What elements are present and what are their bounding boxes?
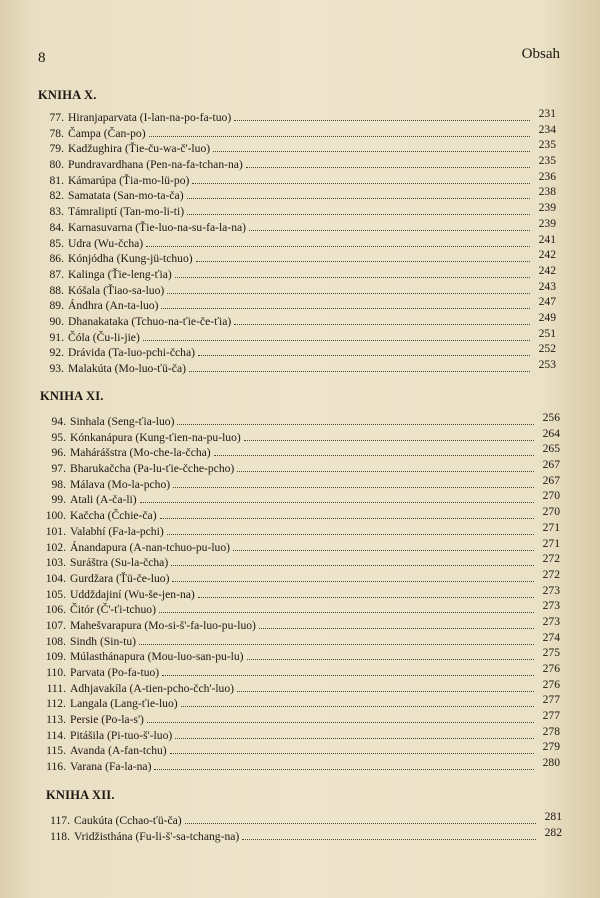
toc-entry: [40, 693, 560, 712]
toc-entry-page: 270: [542, 489, 560, 503]
toc-entry-number: 92.: [49, 346, 64, 360]
toc-entry-number: 111.: [46, 681, 66, 695]
toc-entry-title: Uddždajiní (Wu-še-jen-na): [70, 587, 195, 601]
toc-entry-page: 275: [542, 646, 560, 660]
dot-leader: [175, 267, 530, 278]
dot-leader: [154, 759, 534, 770]
toc-entry-number: 116.: [46, 760, 66, 774]
dot-leader: [244, 430, 534, 441]
dot-leader: [196, 251, 530, 262]
toc-entry: [40, 473, 560, 493]
toc-entry: [38, 201, 556, 220]
toc-entry-page: 239: [538, 201, 556, 215]
toc-entry-number: 105.: [45, 587, 66, 601]
toc-entry: [38, 310, 556, 330]
toc-entry: [40, 630, 560, 650]
dot-leader: [175, 728, 534, 739]
toc-entry-title: Gurdžara (Ťü-če-luo): [70, 571, 170, 585]
toc-entry-title: Čitór (Č'-ťi-tchuo): [70, 603, 156, 617]
toc-entry-title: Suráštra (Su-la-čcha): [70, 556, 169, 570]
dot-leader: [161, 298, 530, 309]
toc-entry: [38, 358, 556, 377]
running-head: Obsah: [521, 46, 560, 62]
dot-leader: [181, 696, 534, 707]
toc-entry-page: 253: [538, 358, 556, 371]
toc-entry: [38, 326, 556, 346]
toc-entry: [40, 740, 560, 759]
toc-entry: [38, 342, 556, 361]
dot-leader: [198, 587, 534, 598]
toc-entry: [40, 646, 560, 665]
dot-leader: [172, 571, 534, 582]
toc-entry-page: 272: [542, 567, 560, 581]
toc-entry: [40, 489, 560, 508]
toc-entry-title: Karnasuvarna (Ťie-luo-na-su-fa-la-na): [68, 220, 246, 234]
dot-leader: [159, 602, 534, 613]
dot-leader: [234, 314, 530, 325]
toc-entry-page: 276: [542, 662, 560, 675]
toc-entry: [38, 138, 556, 157]
toc-entry-title: Persie (Po-la-s'): [70, 713, 144, 727]
toc-entry-title: Valabhí (Fa-la-pchi): [70, 524, 164, 538]
toc-list-kniha-xii: [44, 810, 562, 844]
toc-entry-number: 90.: [49, 314, 64, 328]
dot-leader: [189, 361, 530, 372]
toc-entry-number: 85.: [49, 236, 64, 250]
toc-entry-number: 96.: [51, 446, 66, 460]
toc-entry: [40, 552, 560, 571]
toc-entry: [38, 248, 556, 267]
toc-entry-title: Támraliptí (Tan-mo-li-ti): [68, 205, 185, 219]
dot-leader: [237, 681, 534, 692]
dot-leader: [192, 173, 530, 184]
toc-entry: [38, 232, 556, 252]
dot-leader: [173, 477, 534, 488]
toc-entry: [40, 599, 560, 618]
toc-entry-page: 280: [542, 756, 560, 770]
toc-entry: [40, 505, 560, 524]
toc-entry: [38, 122, 556, 142]
toc-entry: [44, 810, 562, 829]
dot-leader: [259, 618, 534, 629]
toc-entry-page: 278: [542, 724, 560, 738]
toc-entry: [38, 154, 556, 173]
toc-entry-title: Udra (Wu-čcha): [68, 236, 144, 250]
toc-entry-title: Parvata (Po-fa-tuo): [70, 666, 160, 679]
toc-entry: [40, 567, 560, 587]
toc-entry-page: 276: [542, 677, 560, 691]
toc-entry: [40, 724, 560, 744]
toc-entry: [40, 583, 560, 603]
dot-leader: [187, 188, 530, 199]
toc-entry-number: 113.: [46, 713, 66, 727]
dot-leader: [214, 445, 534, 456]
toc-entry-page: 281: [544, 810, 562, 823]
toc-entry-number: 77.: [49, 111, 64, 124]
section-heading-kniha-xi: KNIHA XI.: [40, 389, 104, 403]
toc-entry-page: 241: [538, 232, 556, 246]
toc-entry-title: Mahárášstra (Mo-che-la-čcha): [70, 446, 211, 460]
toc-entry-title: Mahešvarapura (Mo-si-š'-fa-luo-pu-luo): [70, 618, 256, 632]
toc-entry-title: Čampa (Čan-po): [68, 126, 146, 140]
toc-entry: [40, 614, 560, 634]
toc-entry-title: Drávida (Ta-luo-pchi-čcha): [68, 346, 195, 360]
toc-list-kniha-x: [38, 107, 556, 377]
toc-entry: [40, 426, 560, 446]
toc-entry-title: Atali (A-ča-li): [70, 493, 137, 507]
toc-entry-title: Hiranjaparvata (I-lan-na-po-fa-tuo): [68, 111, 232, 124]
toc-entry-page: 249: [538, 310, 556, 324]
dot-leader: [213, 141, 530, 152]
toc-entry: [40, 536, 560, 556]
toc-entry-page: 282: [544, 825, 562, 839]
toc-entry-title: Malakúta (Mo-luo-ťü-ča): [68, 362, 186, 375]
toc-entry-title: Caukúta (Cchao-ťü-ča): [74, 814, 182, 827]
toc-entry-title: Sindh (Sin-tu): [70, 634, 137, 648]
dot-leader: [185, 813, 536, 824]
toc-entry-number: 79.: [49, 142, 64, 156]
toc-entry-title: Vridžisthána (Fu-li-š'-sa-tchang-na): [74, 829, 240, 843]
dot-leader: [140, 492, 534, 503]
toc-entry-title: Varana (Fa-la-na): [70, 760, 152, 774]
page-number: 8: [38, 50, 46, 66]
toc-entry-number: 98.: [51, 477, 66, 491]
toc-entry-title: Adhjavakíla (A-tien-pcho-čch'-luo): [70, 681, 235, 695]
toc-entry-number: 99.: [51, 493, 66, 507]
toc-entry-page: 274: [542, 630, 560, 644]
toc-entry-title: Kačcha (Čchie-ča): [70, 509, 157, 523]
toc-entry-title: Čóla (Ču-li-jie): [68, 330, 140, 344]
toc-entry-page: 273: [542, 614, 560, 628]
dot-leader: [170, 743, 534, 754]
dot-leader: [237, 461, 534, 472]
toc-entry: [40, 662, 560, 681]
toc-entry-title: Kadžughira (Ťie-ču-wa-č'-luo): [68, 142, 211, 156]
toc-entry-number: 104.: [45, 571, 66, 585]
toc-entry: [38, 216, 556, 236]
toc-entry-number: 88.: [49, 283, 64, 297]
toc-entry-page: 270: [542, 505, 560, 519]
toc-entry-page: 279: [542, 740, 560, 754]
toc-entry-title: Bharukačcha (Pa-lu-ťie-čche-pcho): [70, 462, 235, 476]
toc-entry-number: 82.: [49, 189, 64, 203]
dot-leader: [139, 634, 534, 645]
dot-leader: [171, 555, 534, 566]
toc-entry-page: 235: [538, 138, 556, 152]
toc-entry-title: Kónjódha (Kung-jü-tchuo): [68, 252, 193, 266]
toc-entry-page: 234: [538, 122, 556, 136]
toc-entry-title: Ánandapura (A-nan-tchuo-pu-luo): [70, 540, 230, 554]
dot-leader: [233, 540, 534, 551]
toc-entry: [40, 520, 560, 540]
toc-entry-number: 112.: [46, 697, 66, 711]
dot-leader: [234, 110, 530, 121]
toc-entry-number: 87.: [49, 267, 64, 281]
dot-leader: [149, 126, 530, 137]
toc-entry-number: 94.: [51, 415, 66, 428]
toc-entry-title: Ándhra (An-ta-luo): [68, 299, 159, 313]
toc-entry-page: 247: [538, 295, 556, 309]
toc-entry-number: 95.: [51, 430, 66, 444]
toc-entry-title: Kalinga (Ťie-leng-ťia): [68, 267, 172, 281]
toc-entry-number: 80.: [49, 158, 64, 172]
toc-entry-number: 108.: [45, 634, 66, 648]
toc-entry-title: Kóšala (Ťiao-sa-luo): [68, 283, 165, 297]
dot-leader: [143, 330, 530, 341]
section-heading-kniha-x: KNIHA X.: [38, 88, 97, 102]
toc-entry: [40, 458, 560, 477]
toc-entry: [38, 169, 556, 189]
toc-entry-page: 273: [542, 583, 560, 597]
section-heading-kniha-xii: KNIHA XII.: [46, 788, 115, 802]
toc-entry-number: 89.: [49, 299, 64, 313]
toc-entry-number: 102.: [45, 540, 66, 554]
toc-entry-number: 109.: [45, 650, 66, 664]
toc-entry-title: Sinhala (Seng-ťia-luo): [70, 415, 175, 428]
toc-entry-number: 115.: [46, 744, 66, 758]
toc-entry-page: 271: [542, 520, 560, 534]
toc-entry-number: 101.: [45, 524, 66, 538]
toc-entry-title: Samatata (San-mo-ta-ča): [68, 189, 184, 203]
toc-entry-number: 106.: [45, 603, 66, 617]
dot-leader: [246, 157, 530, 168]
toc-entry: [40, 756, 560, 775]
toc-entry-number: 86.: [49, 252, 64, 266]
dot-leader: [249, 220, 530, 231]
toc-entry-number: 107.: [45, 618, 66, 632]
toc-entry-page: 265: [542, 442, 560, 456]
toc-entry-number: 103.: [45, 556, 66, 570]
dot-leader: [198, 345, 530, 356]
toc-entry-page: 238: [538, 185, 556, 199]
toc-entry: [44, 825, 562, 845]
toc-entry-page: 277: [542, 693, 560, 707]
toc-entry-page: 251: [538, 326, 556, 340]
toc-entry-page: 273: [542, 599, 560, 613]
dot-leader: [167, 524, 534, 535]
toc-entry: [40, 677, 560, 697]
toc-entry-page: 231: [538, 107, 556, 120]
toc-entry-page: 264: [542, 426, 560, 440]
toc-entry-number: 117.: [50, 814, 70, 827]
toc-entry-number: 93.: [49, 362, 64, 375]
dot-leader: [162, 665, 534, 676]
toc-entry: [40, 411, 560, 430]
dot-leader: [167, 283, 530, 294]
toc-entry-page: 239: [538, 216, 556, 230]
toc-entry-title: Langala (Lang-ťie-luo): [70, 697, 178, 711]
toc-entry: [40, 442, 560, 461]
toc-entry-page: 243: [538, 279, 556, 293]
toc-entry-title: Kámarúpa (Ťia-mo-lü-po): [68, 173, 190, 187]
dot-leader: [160, 508, 534, 519]
toc-entry-number: 83.: [49, 205, 64, 219]
dot-leader: [146, 236, 530, 247]
toc-entry-number: 110.: [46, 666, 66, 679]
toc-entry-title: Pitášila (Pi-tuo-š'-luo): [70, 728, 173, 742]
toc-entry-title: Málava (Mo-la-pcho): [70, 477, 171, 491]
toc-entry: [38, 263, 556, 283]
toc-entry-page: 242: [538, 248, 556, 262]
toc-entry-page: 242: [538, 263, 556, 277]
toc-entry-page: 236: [538, 169, 556, 183]
toc-entry-number: 114.: [46, 728, 66, 742]
toc-entry: [40, 709, 560, 728]
dot-leader: [187, 204, 530, 215]
toc-entry-page: 235: [538, 154, 556, 168]
dot-leader: [177, 414, 534, 425]
toc-entry-title: Kónkanápura (Kung-ťien-na-pu-luo): [70, 430, 241, 444]
toc-entry-title: Dhanakataka (Tchuo-na-ťie-če-ťia): [68, 314, 232, 328]
dot-leader: [242, 829, 536, 840]
toc-entry-number: 91.: [49, 330, 64, 344]
toc-entry-number: 118.: [50, 829, 70, 843]
toc-entry-page: 267: [542, 458, 560, 472]
toc-entry-page: 252: [538, 342, 556, 356]
toc-entry: [38, 295, 556, 314]
dot-leader: [247, 649, 534, 660]
toc-entry-number: 100.: [45, 509, 66, 523]
toc-entry: [38, 279, 556, 299]
toc-entry-number: 97.: [51, 462, 66, 476]
toc-entry-number: 81.: [49, 173, 64, 187]
toc-entry-title: Avanda (A-fan-tchu): [70, 744, 167, 758]
toc-entry-page: 271: [542, 536, 560, 550]
toc-entry-number: 78.: [49, 126, 64, 140]
toc-entry-page: 256: [542, 411, 560, 424]
toc-entry-title: Múlasthánapura (Mou-luo-san-pu-lu): [70, 650, 244, 664]
toc-list-kniha-xi: [40, 411, 560, 775]
toc-entry-page: 267: [542, 473, 560, 487]
toc-entry-page: 277: [542, 709, 560, 723]
dot-leader: [147, 712, 534, 723]
toc-entry: [38, 185, 556, 204]
toc-entry-title: Pundravardhana (Pen-na-fa-tchan-na): [68, 158, 243, 172]
toc-entry-number: 84.: [49, 220, 64, 234]
toc-entry-page: 272: [542, 552, 560, 566]
toc-entry: [38, 107, 556, 126]
